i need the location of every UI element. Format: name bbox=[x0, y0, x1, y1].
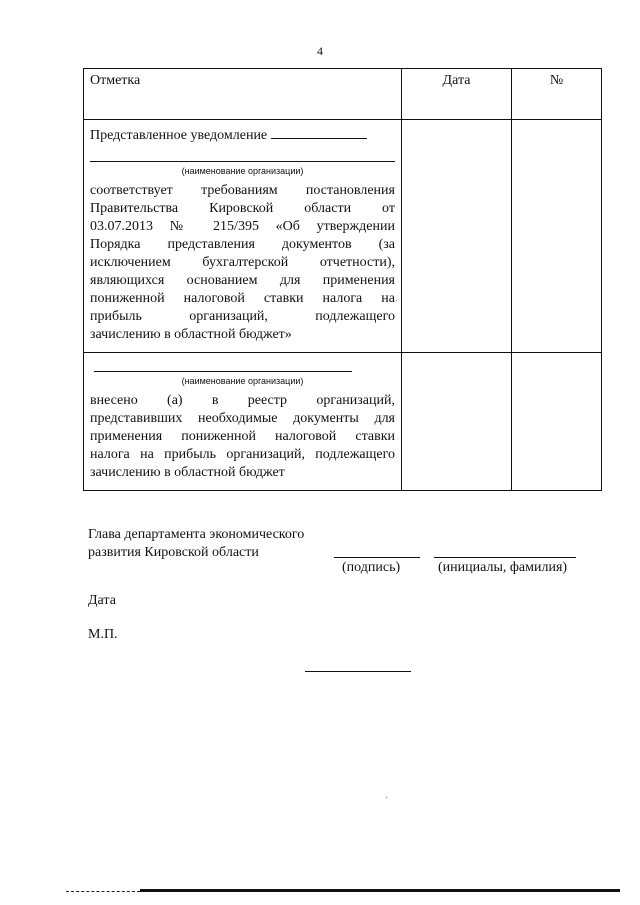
notice-number-cell bbox=[512, 120, 602, 353]
date-label: Дата bbox=[88, 593, 116, 608]
table-row-registry bbox=[84, 353, 602, 491]
page-number: 4 bbox=[317, 44, 323, 58]
notice-text-line: являющихся основанием для применения bbox=[90, 273, 395, 288]
notice-intro-line bbox=[90, 126, 395, 145]
notice-body-text bbox=[90, 182, 395, 344]
notice-blank-line bbox=[271, 126, 367, 139]
registry-number-cell bbox=[512, 353, 602, 491]
closing-rule bbox=[305, 671, 411, 672]
name-caption: (инициалы, фамилия) bbox=[438, 560, 568, 575]
notice-text-line: Порядка представления документов (за bbox=[90, 237, 395, 252]
notice-text-line: исключением бухгалтерской отчетности), bbox=[90, 255, 395, 270]
notice-text-line: соответствует требованиям постановления bbox=[90, 183, 395, 198]
header-date: Дата bbox=[402, 69, 512, 120]
stamp-label: М.П. bbox=[88, 627, 118, 642]
name-blank-line bbox=[434, 557, 576, 558]
registry-text-line: представивших необходимые документы для bbox=[90, 411, 395, 426]
notice-intro-text: Представленное уведомление bbox=[90, 128, 268, 143]
org-name-caption: (наименование организации) bbox=[181, 376, 304, 386]
signature-block bbox=[334, 539, 578, 579]
header-number: № bbox=[512, 69, 602, 120]
notice-cell bbox=[84, 120, 402, 353]
notice-text-line: 03.07.2013 № 215/395 «Об утверждении bbox=[90, 219, 395, 234]
notice-text-line: пониженной налоговой ставки налога на bbox=[90, 291, 395, 306]
org-name-caption: (наименование организации) bbox=[181, 166, 304, 176]
notice-text-line: зачислению в областной бюджет» bbox=[90, 327, 292, 342]
org-name-blank-line bbox=[90, 145, 395, 162]
org-name-blank-line bbox=[94, 359, 352, 372]
scan-speck bbox=[386, 797, 387, 798]
table-header-row bbox=[84, 69, 602, 120]
signature-blank-line bbox=[334, 557, 420, 558]
footer-rule-dashed bbox=[66, 891, 140, 892]
registry-text-line: применения пониженной налоговой ставки bbox=[90, 429, 395, 444]
registry-text-line: внесено (а) в реестр организаций, bbox=[90, 393, 395, 408]
footer-rule-thick bbox=[140, 889, 620, 892]
registry-cell bbox=[84, 353, 402, 491]
registry-text-line: зачислению в областной бюджет bbox=[90, 465, 285, 480]
signature-caption: (подпись) bbox=[342, 560, 401, 575]
registry-date-cell bbox=[402, 353, 512, 491]
signatory-position bbox=[88, 526, 304, 562]
table-row-notice bbox=[84, 120, 602, 353]
notice-date-cell bbox=[402, 120, 512, 353]
registration-table bbox=[83, 68, 602, 491]
notice-text-line: прибыль организаций, подлежащего bbox=[90, 309, 395, 324]
signatory-position-line: развития Кировской области bbox=[88, 545, 259, 560]
notice-text-line: Правительства Кировской области от bbox=[90, 201, 395, 216]
signatory-position-line: Глава департамента экономического bbox=[88, 527, 305, 542]
registry-body-text bbox=[90, 392, 395, 482]
header-mark: Отметка bbox=[84, 69, 402, 120]
scan-speck bbox=[396, 300, 397, 301]
registry-text-line: налога на прибыль организаций, подлежащего bbox=[90, 447, 395, 462]
